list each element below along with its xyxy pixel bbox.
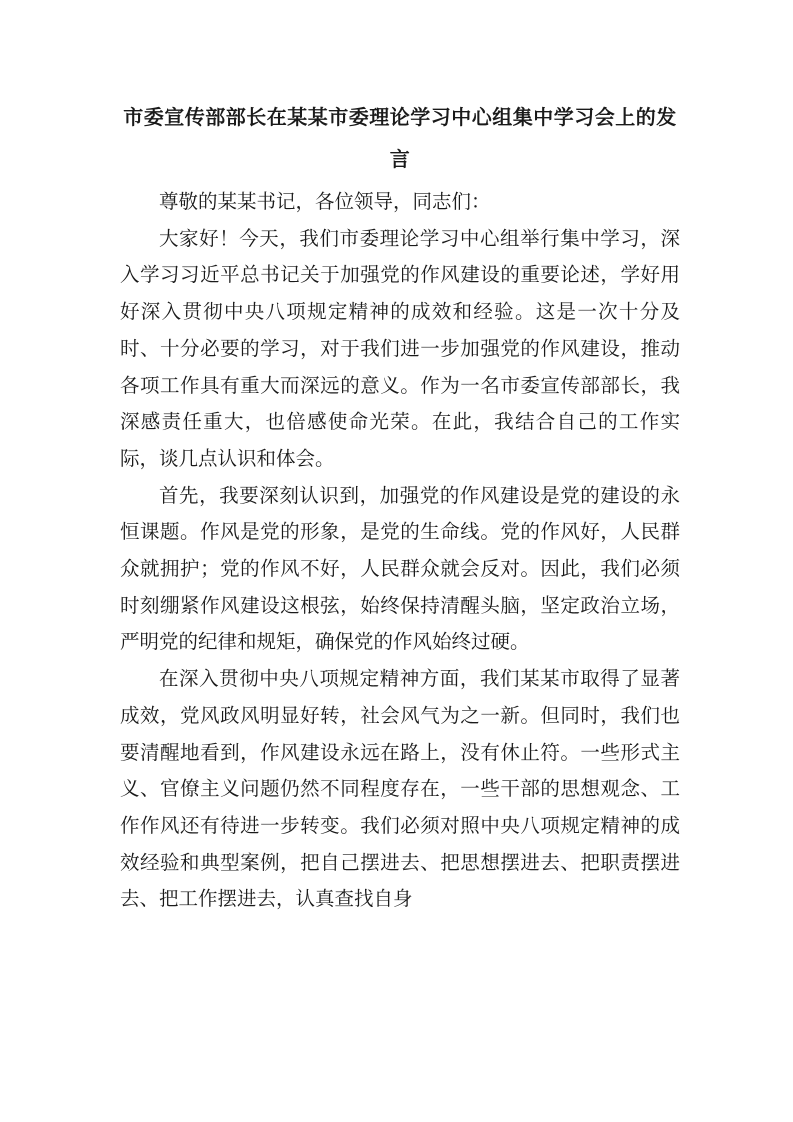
- document-page: [120, 96, 680, 918]
- document-title: 市委宣传部部长在某某市委理论学习中心组集中学习会上的发言: [123, 105, 677, 171]
- salutation: 尊敬的某某书记，各位领导，同志们：: [159, 190, 491, 213]
- paragraph-second-point: 在深入贯彻中央八项规定精神方面，我们某某市取得了显著成效，党风政风明显好转，社会风气为之一新。但同时，我们也要清醒地看到，作风建设永远在路上，没有休止符。一些形式主义、官僚主义问题仍然不同程度存在，一些干部的思想观念、工作作风还有待进一步转变。我们必须对照中央八项规定精神的成效经验和典型案例，把自己摆进去、把思想摆进去、把职责摆进去、把工作摆进去，认真查找自身: [120, 667, 680, 911]
- paragraph-first-point: 首先，我要深刻认识到，加强党的作风建设是党的建设的永恒课题。作风是党的形象，是党的生命线。党的作风好，人民群众就拥护；党的作风不好，人民群众就会反对。因此，我们必须时刻绷紧作风建设这根弦，始终保持清醒头脑，坚定政治立场，严明党的纪律和规矩，确保党的作风始终过硬。: [120, 483, 680, 654]
- paragraph-opening: 大家好！今天，我们市委理论学习中心组举行集中学习，深入学习习近平总书记关于加强党的作风建设的重要论述，学好用好深入贯彻中央八项规定精神的成效和经验。这是一次十分及时、十分必要的学习，对于我们进一步加强党的作风建设，推动各项工作具有重大而深远的意义。作为一名市委宣传部部长，我深感责任重大，也倍感使命光荣。在此，我结合自己的工作实际，谈几点认识和体会。: [120, 226, 680, 470]
